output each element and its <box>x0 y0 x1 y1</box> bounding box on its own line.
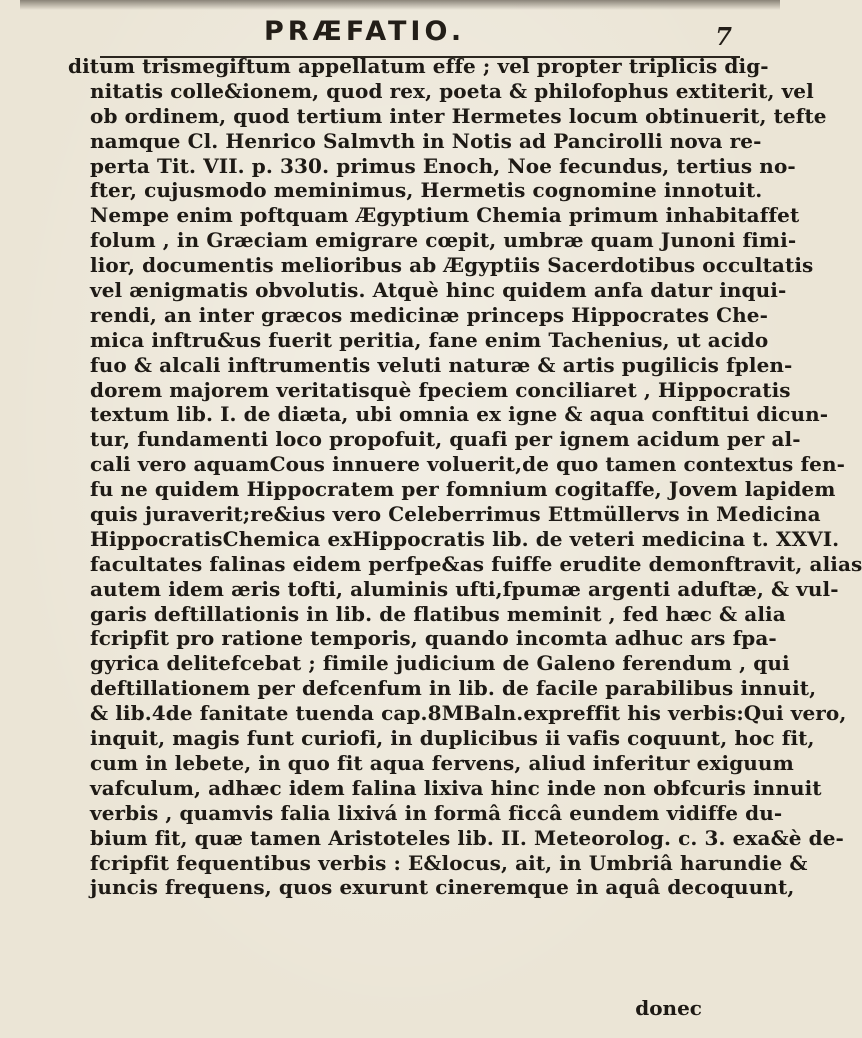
text-line: rendi, an inter græcos medicinæ princeps Hippocrates Che- <box>90 302 769 327</box>
text-line: deftillationem per defcenfum in lib. de facile parabilibus innuit, <box>90 676 817 701</box>
text-line: fcripfit pro ratione temporis, quando incomta adhuc ars fpa- <box>90 626 777 651</box>
text-line: Nempe enim poftquam Ægyptium Chemia primum inhabitaffet <box>90 203 800 228</box>
text-line: facultates falinas eidem perfpe&as fuiffe erudite demonftravit, alias <box>90 551 862 576</box>
text-line: fuo & alcali inftrumentis veluti naturæ & artis pugilicis fplen- <box>90 352 793 377</box>
text-line: ob ordinem, quod tertium inter Hermetes locum obtinuerit, tefte <box>90 103 827 128</box>
text-line: vel ænigmatis obvolutis. Atquè hinc quidem anfa datur inqui- <box>90 278 787 303</box>
text-line: garis deftillationis in lib. de flatibus meminit , fed hæc & alia <box>90 601 786 626</box>
body-text <box>68 54 862 900</box>
text-line: fter, cujusmodo meminimus, Hermetis cognomine innotuit. <box>90 178 763 203</box>
page-number: 7 <box>715 22 732 51</box>
text-line: tur, fundamenti loco propofuit, quafi per ignem acidum per al- <box>90 427 801 452</box>
text-line: perta Tit. VII. p. 330. primus Enoch, Noe fecundus, tertius no- <box>90 153 796 178</box>
text-line: quis juraverit;re&ius vero Celeberrimus Ettmüllervs in Medicina <box>90 502 821 527</box>
text-line: gyrica delitefcebat ; fimile judicium de Galeno ferendum , qui <box>90 651 790 676</box>
text-line: lior, documentis melioribus ab Ægyptiis Sacerdotibus occultatis <box>90 253 814 278</box>
text-line: & lib.4de fanitate tuenda cap.8MBaln.expreffit his verbis:Qui vero, <box>90 701 847 726</box>
text-line: bium fit, quæ tamen Aristoteles lib. II. Meteorolog. c. 3. exa&è de- <box>90 825 844 850</box>
text-line: ditum trismegiftum appellatum effe ; vel propter triplicis dig- <box>68 54 769 78</box>
text-line: folum , in Græciam emigrare cœpit, umbræ quam Junoni fimi- <box>90 228 797 253</box>
text-line: cum in lebete, in quo fit aqua fervens, aliud inferitur exiguum <box>90 750 794 775</box>
running-head: PRÆFATIO. <box>264 16 466 47</box>
text-line: mica inftru&us fuerit peritia, fane enim Tachenius, ut acido <box>90 327 769 352</box>
text-line: vafculum, adhæc idem falina lixiva hinc inde non obfcuris innuit <box>90 775 822 800</box>
text-line: inquit, magis funt curiofi, in duplicibus ii vafis coquunt, hoc fit, <box>90 726 815 751</box>
text-line: HippocratisChemica exHippocratis lib. de veteri medicina t. XXVI. <box>90 526 840 551</box>
text-line: cali vero aquamCous innuere voluerit,de quo tamen contextus fen- <box>90 452 846 477</box>
page-top-edge <box>20 0 780 10</box>
text-line: fcripfit fequentibus verbis : E&locus, ait, in Umbriâ harundie & <box>90 850 808 875</box>
text-line: namque Cl. Henrico Salmvth in Notis ad Pancirolli nova re- <box>90 128 762 153</box>
text-line: juncis frequens, quos exurunt cineremque in aquâ decoquunt, <box>90 875 795 900</box>
catchword: donec <box>635 996 702 1020</box>
text-line: fu ne quidem Hippocratem per fomnium cogitaffe, Jovem lapidem <box>90 477 836 502</box>
text-line: verbis , quamvis falia lixivá in formâ ficcâ eundem vidiffe du- <box>90 800 783 825</box>
text-line: textum lib. I. de diæta, ubi omnia ex igne & aqua conftitui dicun- <box>90 402 829 427</box>
text-line: autem idem æris tofti, aluminis ufti,fpumæ argenti aduftæ, & vul- <box>90 576 839 601</box>
text-line: dorem majorem veritatisquè fpeciem conciliaret , Hippocratis <box>90 377 791 402</box>
text-line: nitatis colle&ionem, quod rex, poeta & philofophus extiterit, vel <box>90 78 814 103</box>
